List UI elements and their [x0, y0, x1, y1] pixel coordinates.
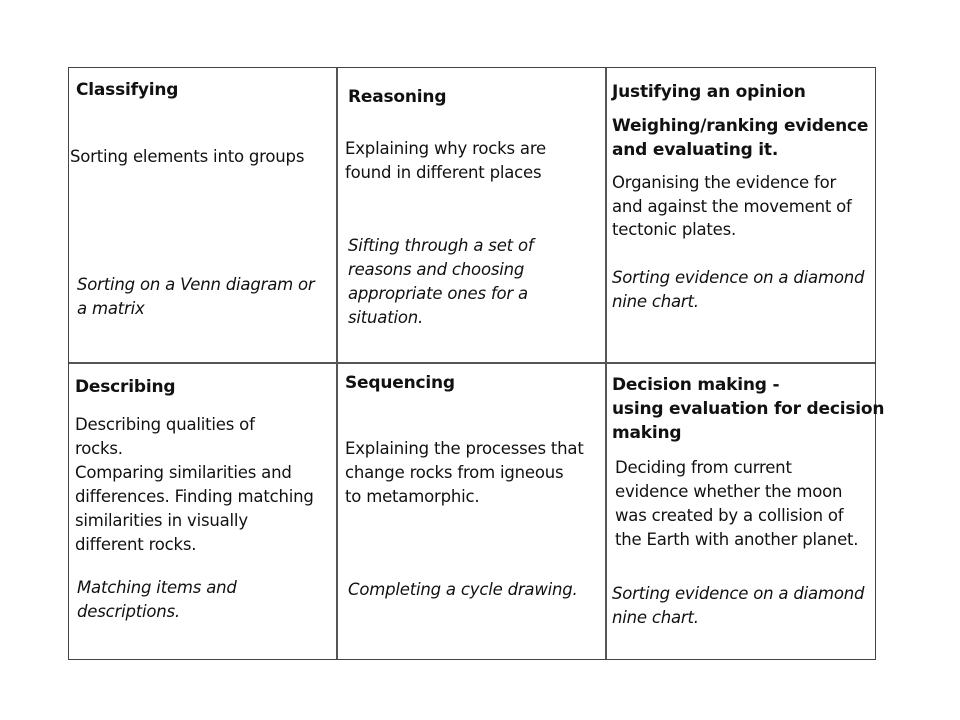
decision-activity-line-2: nine chart. — [612, 608, 699, 627]
describing-skill-line-5: similarities in visually — [75, 511, 248, 530]
describing-skill-line-1: Describing qualities of — [75, 415, 255, 434]
reasoning-skill-line-2: found in different places — [345, 163, 542, 182]
decision-title-line-1: Decision making - — [612, 375, 780, 395]
justifying-skill-line-2: and against the movement of — [612, 197, 852, 216]
justifying-activity-line-1: Sorting evidence on a diamond — [612, 268, 865, 287]
classifying-activity-line-2: a matrix — [77, 299, 145, 318]
classifying-activity-line-1: Sorting on a Venn diagram or — [77, 275, 315, 294]
reasoning-skill-line-1: Explaining why rocks are — [345, 139, 546, 158]
decision-title-line-2: using evaluation for decision — [612, 399, 885, 419]
classifying-skill: Sorting elements into groups — [70, 147, 305, 166]
decision-activity-line-1: Sorting evidence on a diamond — [612, 584, 865, 603]
sequencing-skill-line-1: Explaining the processes that — [345, 439, 584, 458]
justifying-activity-line-2: nine chart. — [612, 292, 699, 311]
describing-skill-line-4: differences. Finding matching — [75, 487, 314, 506]
describing-skill-line-6: different rocks. — [75, 535, 197, 554]
justifying-subtitle-line-1: Weighing/ranking evidence — [612, 116, 869, 136]
decision-skill-line-3: was created by a collision of — [615, 506, 844, 525]
sequencing-skill-line-3: to metamorphic. — [345, 487, 480, 506]
reasoning-activity-line-3: appropriate ones for a — [348, 284, 528, 303]
decision-skill-line-1: Deciding from current — [615, 458, 792, 477]
sequencing-skill-line-2: change rocks from igneous — [345, 463, 564, 482]
justifying-skill-line-3: tectonic plates. — [612, 220, 737, 239]
row-divider — [69, 362, 875, 364]
reasoning-activity-line-2: reasons and choosing — [348, 260, 525, 279]
sequencing-title: Sequencing — [345, 373, 455, 393]
reasoning-activity-line-1: Sifting through a set of — [348, 236, 534, 255]
justifying-subtitle-line-2: and evaluating it. — [612, 140, 779, 160]
justifying-title: Justifying an opinion — [612, 82, 806, 102]
describing-skill-line-3: Comparing similarities and — [75, 463, 292, 482]
describing-title: Describing — [75, 377, 176, 397]
decision-title-line-3: making — [612, 423, 682, 443]
describing-activity-line-1: Matching items and — [77, 578, 237, 597]
justifying-skill-line-1: Organising the evidence for — [612, 173, 837, 192]
describing-skill-line-2: rocks. — [75, 439, 123, 458]
column-divider-2 — [605, 68, 607, 659]
sequencing-activity: Completing a cycle drawing. — [348, 580, 578, 599]
reasoning-title: Reasoning — [348, 87, 447, 107]
column-divider-1 — [336, 68, 338, 659]
decision-skill-line-2: evidence whether the moon — [615, 482, 843, 501]
classifying-title: Classifying — [76, 80, 179, 100]
reasoning-activity-line-4: situation. — [348, 308, 424, 327]
decision-skill-line-4: the Earth with another planet. — [615, 530, 859, 549]
describing-activity-line-2: descriptions. — [77, 602, 180, 621]
